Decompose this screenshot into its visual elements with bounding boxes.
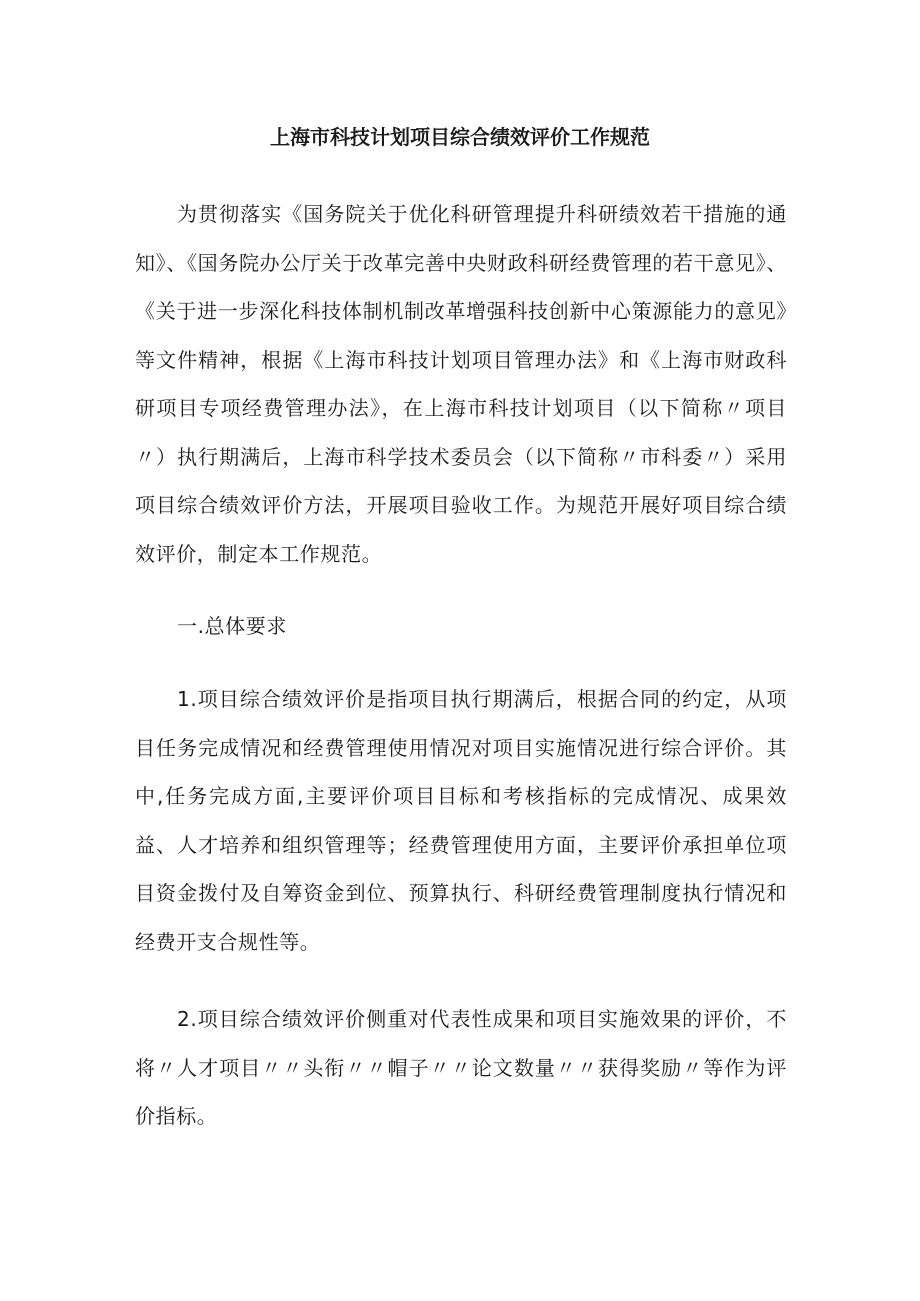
item-1-paragraph: 1.项目综合绩效评价是指项目执行期满后，根据合同的约定，从项目任务完成情况和经费管理使用情况对项目实施情况进行综合评价。其中,任务完成方面,主要评价项目目标和考核指标的完成情况、成果效益、人才培养和组织管理等；经费管理使用方面，主要评价承担单位项目资金拨付及自筹资金到位、预算执行、科研经费管理制度执行情况和经费开支合规性等。 [135,687,787,954]
intro-paragraph: 为贯彻落实《国务院关于优化科研管理提升科研绩效若干措施的通知》、《国务院办公厅关于改革完善中央财政科研经费管理的若干意见》、《关于进一步深化科技体制机制改革增强科技创新中心策源能力的意见》等文件精神，根据《上海市科技计划项目管理办法》和《上海市财政科研项目专项经费管理办法》，在上海市科技计划项目（以下简称〃项目〃）执行期满后，上海市科学技术委员会（以下简称〃市科委〃）采用项目综合绩效评价方法，开展项目验收工作。为规范开展好项目综合绩效评价，制定本工作规范。 [135,202,787,566]
item-2-paragraph: 2.项目综合绩效评价侧重对代表性成果和项目实施效果的评价，不将〃人才项目〃〃头衔〃〃帽子〃〃论文数量〃〃获得奖励〃等作为评价指标。 [135,1007,787,1128]
section-heading-general-requirements: 一.总体要求 [177,614,287,638]
document-title: 上海市科技计划项目综合绩效评价工作规范 [270,125,650,149]
